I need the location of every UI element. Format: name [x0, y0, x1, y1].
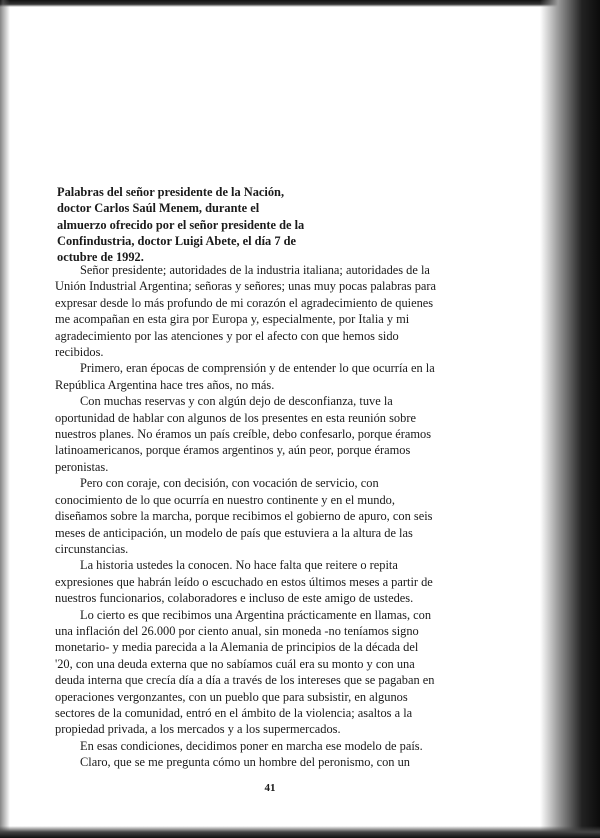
body-line: agradecimiento por las atenciones y por el afecto con que hemos sido [55, 328, 399, 343]
body-line: operaciones vergonzantes, con un pueblo que para subsistir, en algunos [55, 689, 408, 704]
body-line: Primero, eran épocas de comprensión y de entender lo que ocurría en la [80, 361, 435, 376]
body-line: conocimiento de lo que ocurría en nuestro continente y en el mundo, [55, 492, 395, 507]
body-line: expresar desde lo más profundo de mi corazón el agradecimiento de quienes [55, 295, 434, 310]
body-line: nuestros funcionarios, colaboradores e incluso de este amigo de ustedes. [55, 591, 414, 606]
body-line: expresiones que habrán leído o escuchado en estos últimos meses a partir de [55, 574, 433, 589]
heading-line: octubre de 1992. [57, 250, 144, 265]
body-line: latinoamericanos, porque éramos argentinos y, aún peor, porque éramos [55, 443, 411, 458]
speech-heading [57, 184, 327, 265]
body-line: peronistas. [55, 459, 109, 474]
heading-line: doctor Carlos Saúl Menem, durante el [57, 201, 260, 216]
body-line: meses de anticipación, un modelo de país que estuviera a la altura de las [55, 525, 413, 540]
body-line: En esas condiciones, decidimos poner en marcha ese modelo de país. [80, 738, 423, 753]
heading-line: Confindustria, doctor Luigi Abete, el día 7 de [57, 233, 296, 248]
scan-left-edge [0, 0, 10, 838]
body-line: deuda interna que crecía día a día a través de los intereses que se pagaban en [55, 673, 435, 688]
body-line: Unión Industrial Argentina; señoras y señores; unas muy pocas palabras para [55, 279, 437, 294]
body-line: oportunidad de hablar con algunos de los presentes en esta reunión sobre [55, 410, 416, 425]
body-line: diseñamos sobre la marcha, porque recibimos el gobierno de apuro, con seis [55, 509, 433, 524]
body-line: me acompañan en esta gira por Europa y, especialmente, por Italia y mi [55, 312, 410, 327]
scan-bottom-edge [0, 826, 600, 838]
body-line: sectores de la comunidad, entró en el ámbito de la violencia; asaltos a la [55, 705, 413, 720]
body-line: República Argentina hace tres años, no más. [55, 377, 275, 392]
body-line: Pero con coraje, con decisión, con vocación de servicio, con [80, 476, 379, 491]
scan-top-edge [0, 0, 600, 7]
speech-body [55, 262, 460, 771]
body-line: una inflación del 26.000 por ciento anual, sin moneda -no teníamos signo [55, 623, 419, 638]
heading-line: almuerzo ofrecido por el señor presidente de la [57, 217, 305, 232]
body-line: La historia ustedes la conocen. No hace falta que reitere o repita [80, 558, 398, 573]
body-line: recibidos. [55, 345, 104, 360]
body-line: '20, con una deuda externa que no sabíamos cuál era su monto y con una [55, 656, 415, 671]
body-line: nuestros planes. No éramos un país creíble, debo confesarlo, porque éramos [55, 427, 432, 442]
body-line: propiedad privada, a los mercados y a los supermercados. [55, 722, 341, 737]
body-line: Con muchas reservas y con algún dejo de desconfianza, tuve la [80, 394, 393, 409]
page-number: 41 [264, 782, 276, 794]
body-line: monetario- y media parecida a la Alemania de principios de la década del [55, 640, 419, 655]
body-line: Claro, que se me pregunta cómo un hombre del peronismo, con un [80, 755, 410, 770]
scan-right-shadow [540, 0, 600, 838]
heading-line: Palabras del señor presidente de la Nación, [57, 185, 285, 199]
body-line: Lo cierto es que recibimos una Argentina prácticamente en llamas, con [80, 607, 432, 622]
body-line: Señor presidente; autoridades de la industria italiana; autoridades de la [80, 263, 430, 277]
body-line: circunstancias. [55, 541, 129, 556]
